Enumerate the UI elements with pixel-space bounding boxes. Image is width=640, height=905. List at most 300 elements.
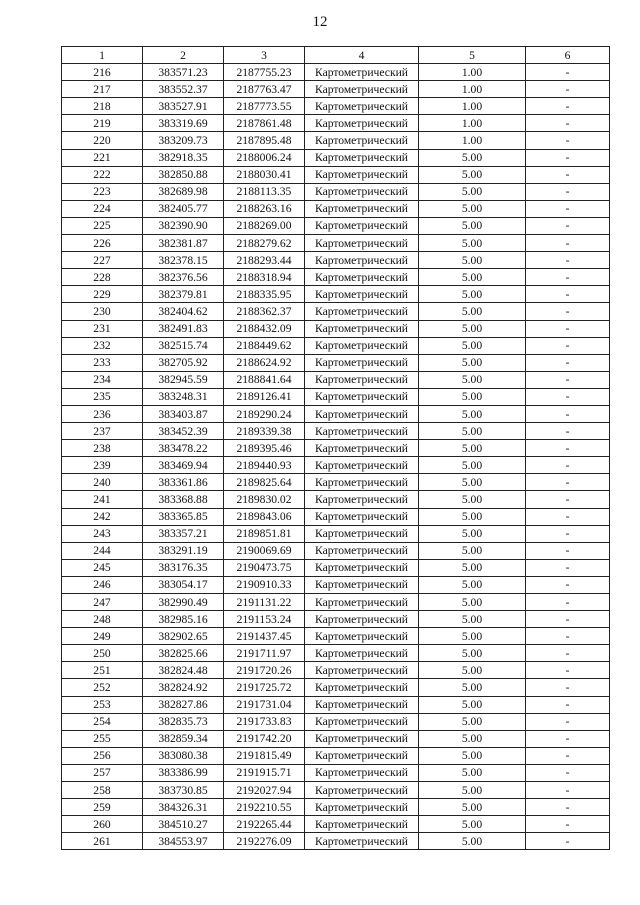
x-coordinate-cell: 382824.92 (143, 679, 224, 696)
table-row (62, 337, 610, 354)
table-row (62, 132, 610, 149)
description-cell: - (526, 474, 610, 491)
accuracy-cell: 5.00 (419, 235, 526, 252)
table-row (62, 713, 610, 730)
point-number-cell: 221 (62, 149, 143, 166)
description-cell: - (526, 713, 610, 730)
point-number-cell: 232 (62, 337, 143, 354)
accuracy-cell: 5.00 (419, 816, 526, 833)
y-coordinate-cell: 2189830.02 (224, 491, 305, 508)
x-coordinate-cell: 382985.16 (143, 611, 224, 628)
table-row (62, 645, 610, 662)
y-coordinate-cell: 2189825.64 (224, 474, 305, 491)
table-row (62, 388, 610, 405)
method-cell: Картометрический (305, 183, 419, 200)
x-coordinate-cell: 383730.85 (143, 782, 224, 799)
table-row (62, 200, 610, 217)
x-coordinate-cell: 383469.94 (143, 457, 224, 474)
description-cell: - (526, 559, 610, 576)
method-cell: Картометрический (305, 816, 419, 833)
accuracy-cell: 5.00 (419, 559, 526, 576)
point-number-cell: 230 (62, 303, 143, 320)
method-cell: Картометрический (305, 337, 419, 354)
y-coordinate-cell: 2188030.41 (224, 166, 305, 183)
description-cell: - (526, 782, 610, 799)
y-coordinate-cell: 2191720.26 (224, 662, 305, 679)
point-number-cell: 257 (62, 764, 143, 781)
x-coordinate-cell: 382945.59 (143, 371, 224, 388)
method-cell: Картометрический (305, 594, 419, 611)
x-coordinate-cell: 383248.31 (143, 388, 224, 405)
method-cell: Картометрический (305, 269, 419, 286)
method-cell: Картометрический (305, 542, 419, 559)
point-number-cell: 220 (62, 132, 143, 149)
method-cell: Картометрический (305, 747, 419, 764)
table-row (62, 81, 610, 98)
x-coordinate-cell: 383571.23 (143, 64, 224, 81)
point-number-cell: 253 (62, 696, 143, 713)
point-number-cell: 255 (62, 730, 143, 747)
accuracy-cell: 5.00 (419, 747, 526, 764)
accuracy-cell: 5.00 (419, 645, 526, 662)
table-row (62, 303, 610, 320)
point-number-cell: 238 (62, 440, 143, 457)
accuracy-cell: 5.00 (419, 457, 526, 474)
table-row (62, 508, 610, 525)
x-coordinate-cell: 382491.83 (143, 320, 224, 337)
method-cell: Картометрический (305, 730, 419, 747)
accuracy-cell: 5.00 (419, 525, 526, 542)
description-cell: - (526, 508, 610, 525)
point-number-cell: 229 (62, 286, 143, 303)
accuracy-cell: 5.00 (419, 423, 526, 440)
description-cell: - (526, 491, 610, 508)
table-row (62, 816, 610, 833)
x-coordinate-cell: 382376.56 (143, 269, 224, 286)
x-coordinate-cell: 383319.69 (143, 115, 224, 132)
accuracy-cell: 5.00 (419, 217, 526, 234)
description-cell: - (526, 183, 610, 200)
method-cell: Картометрический (305, 235, 419, 252)
point-number-cell: 216 (62, 64, 143, 81)
point-number-cell: 223 (62, 183, 143, 200)
table-row (62, 405, 610, 422)
point-number-cell: 244 (62, 542, 143, 559)
x-coordinate-cell: 383361.86 (143, 474, 224, 491)
y-coordinate-cell: 2188113.35 (224, 183, 305, 200)
method-cell: Картометрический (305, 320, 419, 337)
accuracy-cell: 5.00 (419, 508, 526, 525)
accuracy-cell: 1.00 (419, 132, 526, 149)
point-number-cell: 227 (62, 252, 143, 269)
description-cell: - (526, 269, 610, 286)
x-coordinate-cell: 382381.87 (143, 235, 224, 252)
y-coordinate-cell: 2191711.97 (224, 645, 305, 662)
point-number-cell: 245 (62, 559, 143, 576)
y-coordinate-cell: 2189843.06 (224, 508, 305, 525)
point-number-cell: 250 (62, 645, 143, 662)
y-coordinate-cell: 2188335.95 (224, 286, 305, 303)
description-cell: - (526, 64, 610, 81)
description-cell: - (526, 730, 610, 747)
y-coordinate-cell: 2192027.94 (224, 782, 305, 799)
y-coordinate-cell: 2188432.09 (224, 320, 305, 337)
description-cell: - (526, 833, 610, 850)
accuracy-cell: 5.00 (419, 713, 526, 730)
description-cell: - (526, 611, 610, 628)
method-cell: Картометрический (305, 457, 419, 474)
table-row (62, 457, 610, 474)
y-coordinate-cell: 2190473.75 (224, 559, 305, 576)
point-number-cell: 226 (62, 235, 143, 252)
description-cell: - (526, 149, 610, 166)
x-coordinate-cell: 383054.17 (143, 576, 224, 593)
method-cell: Картометрический (305, 303, 419, 320)
y-coordinate-cell: 2188449.62 (224, 337, 305, 354)
x-coordinate-cell: 382705.92 (143, 354, 224, 371)
header-row (62, 47, 610, 64)
method-cell: Картометрический (305, 833, 419, 850)
accuracy-cell: 5.00 (419, 576, 526, 593)
x-coordinate-cell: 384510.27 (143, 816, 224, 833)
x-coordinate-cell: 382827.86 (143, 696, 224, 713)
point-number-cell: 261 (62, 833, 143, 850)
x-coordinate-cell: 383291.19 (143, 542, 224, 559)
method-cell: Картометрический (305, 491, 419, 508)
y-coordinate-cell: 2191815.49 (224, 747, 305, 764)
accuracy-cell: 5.00 (419, 611, 526, 628)
y-coordinate-cell: 2189440.93 (224, 457, 305, 474)
column-header-1: 1 (62, 47, 143, 64)
x-coordinate-cell: 382378.15 (143, 252, 224, 269)
y-coordinate-cell: 2188263.16 (224, 200, 305, 217)
point-number-cell: 259 (62, 799, 143, 816)
description-cell: - (526, 696, 610, 713)
column-header-2: 2 (143, 47, 224, 64)
method-cell: Картометрический (305, 200, 419, 217)
x-coordinate-cell: 382902.65 (143, 628, 224, 645)
table-row (62, 64, 610, 81)
description-cell: - (526, 679, 610, 696)
method-cell: Картометрический (305, 782, 419, 799)
accuracy-cell: 1.00 (419, 64, 526, 81)
method-cell: Картометрический (305, 64, 419, 81)
table-row (62, 611, 610, 628)
y-coordinate-cell: 2191742.20 (224, 730, 305, 747)
x-coordinate-cell: 382990.49 (143, 594, 224, 611)
table-row (62, 594, 610, 611)
point-number-cell: 256 (62, 747, 143, 764)
column-header-4: 4 (305, 47, 419, 64)
method-cell: Картометрический (305, 645, 419, 662)
description-cell: - (526, 457, 610, 474)
column-header-5: 5 (419, 47, 526, 64)
table-row (62, 474, 610, 491)
point-number-cell: 251 (62, 662, 143, 679)
description-cell: - (526, 423, 610, 440)
method-cell: Картометрический (305, 662, 419, 679)
table-header (62, 47, 610, 64)
method-cell: Картометрический (305, 354, 419, 371)
point-number-cell: 260 (62, 816, 143, 833)
description-cell: - (526, 371, 610, 388)
accuracy-cell: 5.00 (419, 799, 526, 816)
x-coordinate-cell: 382824.48 (143, 662, 224, 679)
x-coordinate-cell: 384553.97 (143, 833, 224, 850)
description-cell: - (526, 200, 610, 217)
table-row (62, 764, 610, 781)
y-coordinate-cell: 2187861.48 (224, 115, 305, 132)
description-cell: - (526, 81, 610, 98)
description-cell: - (526, 576, 610, 593)
accuracy-cell: 5.00 (419, 542, 526, 559)
method-cell: Картометрический (305, 252, 419, 269)
point-number-cell: 249 (62, 628, 143, 645)
y-coordinate-cell: 2192276.09 (224, 833, 305, 850)
y-coordinate-cell: 2191153.24 (224, 611, 305, 628)
description-cell: - (526, 286, 610, 303)
y-coordinate-cell: 2189851.81 (224, 525, 305, 542)
method-cell: Картометрический (305, 440, 419, 457)
method-cell: Картометрический (305, 799, 419, 816)
point-number-cell: 222 (62, 166, 143, 183)
point-number-cell: 246 (62, 576, 143, 593)
table-row (62, 696, 610, 713)
accuracy-cell: 1.00 (419, 81, 526, 98)
y-coordinate-cell: 2192265.44 (224, 816, 305, 833)
description-cell: - (526, 747, 610, 764)
table-row (62, 525, 610, 542)
description-cell: - (526, 388, 610, 405)
accuracy-cell: 5.00 (419, 252, 526, 269)
table-row (62, 559, 610, 576)
y-coordinate-cell: 2189290.24 (224, 405, 305, 422)
description-cell: - (526, 594, 610, 611)
method-cell: Картометрический (305, 217, 419, 234)
accuracy-cell: 1.00 (419, 115, 526, 132)
x-coordinate-cell: 382515.74 (143, 337, 224, 354)
table-row (62, 833, 610, 850)
table-row (62, 782, 610, 799)
description-cell: - (526, 98, 610, 115)
x-coordinate-cell: 384326.31 (143, 799, 224, 816)
point-number-cell: 224 (62, 200, 143, 217)
x-coordinate-cell: 383552.37 (143, 81, 224, 98)
description-cell: - (526, 354, 610, 371)
table-row (62, 354, 610, 371)
x-coordinate-cell: 382405.77 (143, 200, 224, 217)
table-row (62, 371, 610, 388)
method-cell: Картометрический (305, 286, 419, 303)
description-cell: - (526, 166, 610, 183)
accuracy-cell: 5.00 (419, 764, 526, 781)
table-row (62, 747, 610, 764)
y-coordinate-cell: 2189339.38 (224, 423, 305, 440)
description-cell: - (526, 816, 610, 833)
description-cell: - (526, 115, 610, 132)
accuracy-cell: 5.00 (419, 491, 526, 508)
table-row (62, 183, 610, 200)
table-row (62, 98, 610, 115)
accuracy-cell: 5.00 (419, 269, 526, 286)
description-cell: - (526, 337, 610, 354)
method-cell: Картометрический (305, 388, 419, 405)
description-cell: - (526, 252, 610, 269)
method-cell: Картометрический (305, 132, 419, 149)
table-row (62, 679, 610, 696)
y-coordinate-cell: 2187763.47 (224, 81, 305, 98)
method-cell: Картометрический (305, 98, 419, 115)
description-cell: - (526, 217, 610, 234)
accuracy-cell: 5.00 (419, 320, 526, 337)
description-cell: - (526, 764, 610, 781)
table-row (62, 320, 610, 337)
point-number-cell: 258 (62, 782, 143, 799)
accuracy-cell: 5.00 (419, 405, 526, 422)
table-body (62, 64, 610, 850)
table-row (62, 440, 610, 457)
table-row (62, 542, 610, 559)
column-header-6: 6 (526, 47, 610, 64)
description-cell: - (526, 405, 610, 422)
point-number-cell: 240 (62, 474, 143, 491)
y-coordinate-cell: 2191731.04 (224, 696, 305, 713)
x-coordinate-cell: 383357.21 (143, 525, 224, 542)
point-number-cell: 236 (62, 405, 143, 422)
y-coordinate-cell: 2192210.55 (224, 799, 305, 816)
description-cell: - (526, 645, 610, 662)
description-cell: - (526, 132, 610, 149)
accuracy-cell: 5.00 (419, 833, 526, 850)
point-number-cell: 228 (62, 269, 143, 286)
y-coordinate-cell: 2189395.46 (224, 440, 305, 457)
method-cell: Картометрический (305, 696, 419, 713)
description-cell: - (526, 542, 610, 559)
method-cell: Картометрический (305, 764, 419, 781)
method-cell: Картометрический (305, 166, 419, 183)
method-cell: Картометрический (305, 679, 419, 696)
method-cell: Картометрический (305, 525, 419, 542)
accuracy-cell: 5.00 (419, 303, 526, 320)
accuracy-cell: 5.00 (419, 628, 526, 645)
x-coordinate-cell: 382379.81 (143, 286, 224, 303)
y-coordinate-cell: 2190069.69 (224, 542, 305, 559)
accuracy-cell: 5.00 (419, 166, 526, 183)
coordinates-table (61, 46, 610, 850)
y-coordinate-cell: 2188279.62 (224, 235, 305, 252)
x-coordinate-cell: 383365.85 (143, 508, 224, 525)
table-row (62, 166, 610, 183)
y-coordinate-cell: 2191733.83 (224, 713, 305, 730)
point-number-cell: 239 (62, 457, 143, 474)
accuracy-cell: 5.00 (419, 149, 526, 166)
y-coordinate-cell: 2188624.92 (224, 354, 305, 371)
accuracy-cell: 5.00 (419, 371, 526, 388)
y-coordinate-cell: 2188318.94 (224, 269, 305, 286)
table-row (62, 286, 610, 303)
method-cell: Картометрический (305, 81, 419, 98)
method-cell: Картометрический (305, 423, 419, 440)
y-coordinate-cell: 2189126.41 (224, 388, 305, 405)
page-number: 12 (312, 14, 328, 30)
table-row (62, 149, 610, 166)
description-cell: - (526, 662, 610, 679)
x-coordinate-cell: 383176.35 (143, 559, 224, 576)
accuracy-cell: 5.00 (419, 594, 526, 611)
description-cell: - (526, 303, 610, 320)
table-row (62, 799, 610, 816)
table-row (62, 235, 610, 252)
x-coordinate-cell: 382404.62 (143, 303, 224, 320)
accuracy-cell: 5.00 (419, 200, 526, 217)
x-coordinate-cell: 383527.91 (143, 98, 224, 115)
accuracy-cell: 5.00 (419, 354, 526, 371)
method-cell: Картометрический (305, 508, 419, 525)
method-cell: Картометрический (305, 611, 419, 628)
point-number-cell: 237 (62, 423, 143, 440)
method-cell: Картометрический (305, 576, 419, 593)
y-coordinate-cell: 2188362.37 (224, 303, 305, 320)
point-number-cell: 225 (62, 217, 143, 234)
accuracy-cell: 5.00 (419, 662, 526, 679)
accuracy-cell: 5.00 (419, 183, 526, 200)
y-coordinate-cell: 2191725.72 (224, 679, 305, 696)
accuracy-cell: 5.00 (419, 782, 526, 799)
x-coordinate-cell: 383368.88 (143, 491, 224, 508)
column-header-3: 3 (224, 47, 305, 64)
method-cell: Картометрический (305, 713, 419, 730)
point-number-cell: 242 (62, 508, 143, 525)
y-coordinate-cell: 2187895.48 (224, 132, 305, 149)
y-coordinate-cell: 2187773.55 (224, 98, 305, 115)
point-number-cell: 233 (62, 354, 143, 371)
table-row (62, 491, 610, 508)
y-coordinate-cell: 2187755.23 (224, 64, 305, 81)
accuracy-cell: 1.00 (419, 98, 526, 115)
table-row (62, 628, 610, 645)
method-cell: Картометрический (305, 559, 419, 576)
method-cell: Картометрический (305, 149, 419, 166)
x-coordinate-cell: 383403.87 (143, 405, 224, 422)
x-coordinate-cell: 382850.88 (143, 166, 224, 183)
point-number-cell: 247 (62, 594, 143, 611)
point-number-cell: 241 (62, 491, 143, 508)
y-coordinate-cell: 2188006.24 (224, 149, 305, 166)
method-cell: Картометрический (305, 371, 419, 388)
y-coordinate-cell: 2188269.00 (224, 217, 305, 234)
point-number-cell: 234 (62, 371, 143, 388)
x-coordinate-cell: 383386.99 (143, 764, 224, 781)
table-row (62, 269, 610, 286)
y-coordinate-cell: 2191437.45 (224, 628, 305, 645)
table-row (62, 115, 610, 132)
point-number-cell: 254 (62, 713, 143, 730)
x-coordinate-cell: 383452.39 (143, 423, 224, 440)
accuracy-cell: 5.00 (419, 440, 526, 457)
description-cell: - (526, 320, 610, 337)
method-cell: Картометрический (305, 405, 419, 422)
accuracy-cell: 5.00 (419, 286, 526, 303)
x-coordinate-cell: 382689.98 (143, 183, 224, 200)
y-coordinate-cell: 2188293.44 (224, 252, 305, 269)
point-number-cell: 218 (62, 98, 143, 115)
accuracy-cell: 5.00 (419, 474, 526, 491)
point-number-cell: 231 (62, 320, 143, 337)
point-number-cell: 243 (62, 525, 143, 542)
x-coordinate-cell: 382825.66 (143, 645, 224, 662)
x-coordinate-cell: 383080.38 (143, 747, 224, 764)
point-number-cell: 252 (62, 679, 143, 696)
